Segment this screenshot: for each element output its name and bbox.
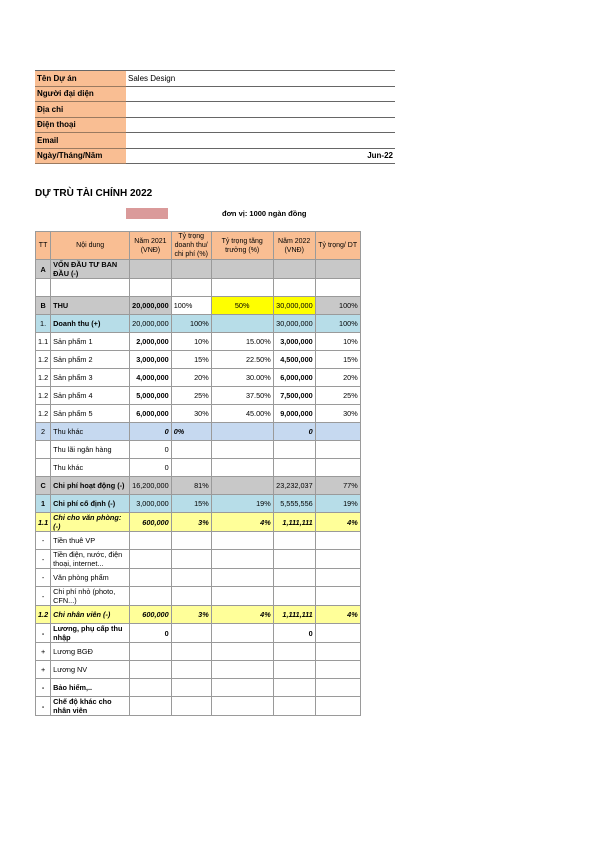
table-row bbox=[36, 532, 361, 550]
table-cell[interactable] bbox=[211, 624, 273, 643]
header-row bbox=[36, 232, 361, 260]
table-cell[interactable]: 0% bbox=[171, 423, 211, 441]
table-cell[interactable]: 23,232,037 bbox=[273, 477, 315, 495]
info-value[interactable] bbox=[126, 133, 395, 149]
table-cell[interactable] bbox=[211, 569, 273, 587]
table-cell[interactable]: A bbox=[36, 260, 51, 279]
table-cell[interactable]: 19% bbox=[211, 495, 273, 513]
table-cell[interactable] bbox=[315, 279, 360, 297]
table-cell[interactable] bbox=[130, 569, 172, 587]
header-cell: Tỷ trọng/ DT bbox=[315, 232, 360, 260]
table-cell[interactable]: 4,500,000 bbox=[273, 351, 315, 369]
table-row bbox=[36, 606, 361, 624]
table-cell[interactable]: Tiền điện, nước, điện thoại, internet... bbox=[51, 550, 130, 569]
table-cell[interactable] bbox=[273, 697, 315, 716]
table-cell[interactable]: 1.2 bbox=[36, 387, 51, 405]
table-row bbox=[36, 569, 361, 587]
table-cell[interactable]: 3% bbox=[171, 606, 211, 624]
table-cell[interactable] bbox=[130, 260, 172, 279]
table-cell[interactable] bbox=[273, 587, 315, 606]
info-row bbox=[35, 86, 395, 102]
table-cell[interactable] bbox=[315, 532, 360, 550]
table-row bbox=[36, 333, 361, 351]
unit-label: đơn vị: 1000 ngàn đồng bbox=[222, 209, 307, 218]
table-cell[interactable]: 25% bbox=[171, 387, 211, 405]
info-row bbox=[35, 117, 395, 133]
table-cell[interactable]: 81% bbox=[171, 477, 211, 495]
table-cell[interactable] bbox=[315, 423, 360, 441]
table-row bbox=[36, 459, 361, 477]
table-row bbox=[36, 405, 361, 423]
table-cell[interactable]: Thu khác bbox=[51, 459, 130, 477]
table-cell[interactable] bbox=[315, 643, 360, 661]
table-row bbox=[36, 643, 361, 661]
header-cell: Nội dung bbox=[51, 232, 130, 260]
table-cell[interactable] bbox=[130, 661, 172, 679]
table-cell[interactable]: 1.2 bbox=[36, 405, 51, 423]
table-cell[interactable]: Văn phòng phẩm bbox=[51, 569, 130, 587]
table-cell[interactable]: 4,000,000 bbox=[130, 369, 172, 387]
table-cell[interactable]: 1,111,111 bbox=[273, 513, 315, 532]
table-cell[interactable]: THU bbox=[51, 297, 130, 315]
info-row bbox=[35, 133, 395, 149]
table-cell[interactable]: 30% bbox=[315, 405, 360, 423]
table-cell[interactable] bbox=[51, 279, 130, 297]
table-cell[interactable]: Chi nhân viên (-) bbox=[51, 606, 130, 624]
table-cell[interactable] bbox=[171, 587, 211, 606]
table-cell[interactable] bbox=[315, 441, 360, 459]
table-cell[interactable] bbox=[211, 279, 273, 297]
table-cell[interactable] bbox=[273, 441, 315, 459]
table-cell[interactable] bbox=[171, 260, 211, 279]
table-row bbox=[36, 624, 361, 643]
table-cell[interactable]: 20,000,000 bbox=[130, 315, 172, 333]
table-cell[interactable] bbox=[171, 459, 211, 477]
table-row bbox=[36, 351, 361, 369]
table-cell[interactable]: - bbox=[36, 569, 51, 587]
table-row bbox=[36, 550, 361, 569]
table-cell[interactable]: 1 bbox=[36, 495, 51, 513]
table-cell[interactable]: 3,000,000 bbox=[273, 333, 315, 351]
table-cell[interactable]: 4% bbox=[211, 606, 273, 624]
table-cell[interactable]: 4% bbox=[315, 513, 360, 532]
table-cell[interactable]: 0 bbox=[273, 423, 315, 441]
table-cell[interactable]: 20% bbox=[315, 369, 360, 387]
info-value[interactable]: Jun-22 bbox=[126, 148, 395, 164]
table-cell[interactable]: - bbox=[36, 532, 51, 550]
table-cell[interactable]: 15% bbox=[171, 495, 211, 513]
table-cell[interactable]: + bbox=[36, 643, 51, 661]
table-cell[interactable]: 77% bbox=[315, 477, 360, 495]
table-cell[interactable] bbox=[171, 697, 211, 716]
table-cell[interactable]: 1.2 bbox=[36, 369, 51, 387]
table-cell[interactable]: 25% bbox=[315, 387, 360, 405]
table-cell[interactable]: Sản phẩm 4 bbox=[51, 387, 130, 405]
table-cell[interactable]: Thu lãi ngân hàng bbox=[51, 441, 130, 459]
table-row bbox=[36, 513, 361, 532]
table-cell[interactable]: Chi phí cố định (-) bbox=[51, 495, 130, 513]
table-cell[interactable]: C bbox=[36, 477, 51, 495]
table-cell[interactable] bbox=[211, 643, 273, 661]
info-label: Điện thoại bbox=[35, 117, 126, 133]
table-cell[interactable] bbox=[273, 569, 315, 587]
table-cell[interactable]: 45.00% bbox=[211, 405, 273, 423]
table-cell[interactable]: VỐN ĐẦU TƯ BAN ĐẦU (-) bbox=[51, 260, 130, 279]
info-value[interactable] bbox=[126, 117, 395, 133]
table-cell[interactable] bbox=[273, 643, 315, 661]
table-cell[interactable] bbox=[273, 661, 315, 679]
table-cell[interactable] bbox=[211, 260, 273, 279]
table-cell[interactable]: 30% bbox=[171, 405, 211, 423]
table-cell[interactable] bbox=[273, 279, 315, 297]
table-cell[interactable] bbox=[211, 315, 273, 333]
table-cell[interactable]: 1.2 bbox=[36, 606, 51, 624]
table-cell[interactable]: 100% bbox=[315, 297, 360, 315]
table-cell[interactable]: Lương BGĐ bbox=[51, 643, 130, 661]
table-cell[interactable]: 1.1 bbox=[36, 513, 51, 532]
table-cell[interactable]: Doanh thu (+) bbox=[51, 315, 130, 333]
table-row bbox=[36, 279, 361, 297]
info-label: Ngày/Tháng/Năm bbox=[35, 148, 126, 164]
table-row bbox=[36, 260, 361, 279]
table-cell[interactable]: Sản phẩm 2 bbox=[51, 351, 130, 369]
info-row bbox=[35, 102, 395, 118]
table-cell[interactable] bbox=[315, 260, 360, 279]
table-row bbox=[36, 441, 361, 459]
table-cell[interactable] bbox=[315, 661, 360, 679]
table-cell[interactable] bbox=[273, 532, 315, 550]
info-label: Email bbox=[35, 133, 126, 149]
table-cell[interactable]: 37.50% bbox=[211, 387, 273, 405]
table-cell[interactable]: 2 bbox=[36, 423, 51, 441]
table-cell[interactable]: Tiền thuê VP bbox=[51, 532, 130, 550]
table-cell[interactable] bbox=[36, 459, 51, 477]
table-row bbox=[36, 697, 361, 716]
table-cell[interactable]: B bbox=[36, 297, 51, 315]
table-cell[interactable]: 0 bbox=[130, 624, 172, 643]
table-cell[interactable]: + bbox=[36, 661, 51, 679]
table-cell[interactable]: 5,555,556 bbox=[273, 495, 315, 513]
table-row bbox=[36, 423, 361, 441]
table-cell[interactable]: Chi phí nhỏ (photo, CFN...) bbox=[51, 587, 130, 606]
table-cell[interactable] bbox=[36, 279, 51, 297]
table-cell[interactable]: 20,000,000 bbox=[130, 297, 172, 315]
table-cell[interactable]: Lương NV bbox=[51, 661, 130, 679]
table-cell[interactable] bbox=[273, 260, 315, 279]
color-swatch bbox=[126, 208, 168, 219]
table-cell[interactable] bbox=[211, 423, 273, 441]
table-cell[interactable]: - bbox=[36, 550, 51, 569]
header-cell: TT bbox=[36, 232, 51, 260]
table-row bbox=[36, 477, 361, 495]
table-cell[interactable] bbox=[211, 550, 273, 569]
info-value[interactable] bbox=[126, 86, 395, 102]
table-row bbox=[36, 587, 361, 606]
table-cell[interactable] bbox=[211, 587, 273, 606]
table-cell[interactable]: 20% bbox=[171, 369, 211, 387]
project-info-table bbox=[35, 70, 395, 164]
table-cell[interactable] bbox=[171, 441, 211, 459]
table-cell[interactable] bbox=[130, 587, 172, 606]
table-cell[interactable]: 22.50% bbox=[211, 351, 273, 369]
table-cell[interactable]: 9,000,000 bbox=[273, 405, 315, 423]
table-cell[interactable]: 15.00% bbox=[211, 333, 273, 351]
table-cell[interactable]: 1. bbox=[36, 315, 51, 333]
table-cell[interactable] bbox=[130, 532, 172, 550]
info-label: Địa chỉ bbox=[35, 102, 126, 118]
table-cell[interactable] bbox=[130, 697, 172, 716]
table-row bbox=[36, 387, 361, 405]
table-cell[interactable] bbox=[315, 679, 360, 697]
table-cell[interactable]: 0 bbox=[130, 441, 172, 459]
page-title: DỰ TRÙ TÀI CHÍNH 2022 bbox=[35, 188, 153, 199]
table-cell[interactable] bbox=[130, 643, 172, 661]
table-cell[interactable]: Lương, phụ cấp thu nhập bbox=[51, 624, 130, 643]
info-label: Người đại diện bbox=[35, 86, 126, 102]
table-row bbox=[36, 679, 361, 697]
table-cell[interactable] bbox=[171, 661, 211, 679]
table-cell[interactable] bbox=[171, 279, 211, 297]
info-row bbox=[35, 148, 395, 164]
table-cell[interactable]: 15% bbox=[315, 351, 360, 369]
table-cell[interactable] bbox=[315, 587, 360, 606]
table-cell[interactable] bbox=[315, 624, 360, 643]
table-cell[interactable]: 100% bbox=[171, 297, 211, 315]
info-value[interactable] bbox=[126, 102, 395, 118]
table-cell[interactable]: - bbox=[36, 679, 51, 697]
table-cell[interactable] bbox=[36, 441, 51, 459]
table-cell[interactable] bbox=[130, 279, 172, 297]
table-cell[interactable]: 6,000,000 bbox=[130, 405, 172, 423]
table-cell[interactable]: 1.2 bbox=[36, 351, 51, 369]
table-cell[interactable] bbox=[315, 697, 360, 716]
table-cell[interactable] bbox=[211, 532, 273, 550]
table-row bbox=[36, 297, 361, 315]
table-cell[interactable] bbox=[130, 550, 172, 569]
table-cell[interactable] bbox=[273, 459, 315, 477]
table-cell[interactable]: Sản phẩm 1 bbox=[51, 333, 130, 351]
table-cell[interactable]: 100% bbox=[171, 315, 211, 333]
table-cell[interactable]: 3% bbox=[171, 513, 211, 532]
table-cell[interactable]: 6,000,000 bbox=[273, 369, 315, 387]
table-cell[interactable] bbox=[171, 624, 211, 643]
table-row bbox=[36, 495, 361, 513]
table-cell[interactable] bbox=[315, 459, 360, 477]
table-row bbox=[36, 369, 361, 387]
header-cell: Tỷ trọng doanh thu/ chi phí (%) bbox=[171, 232, 211, 260]
table-cell[interactable]: 600,000 bbox=[130, 606, 172, 624]
header-cell: Năm 2022 (VNĐ) bbox=[273, 232, 315, 260]
table-cell[interactable]: 19% bbox=[315, 495, 360, 513]
table-cell[interactable]: 1.1 bbox=[36, 333, 51, 351]
info-label: Tên Dự án bbox=[35, 71, 126, 87]
table-cell[interactable] bbox=[130, 679, 172, 697]
table-cell[interactable] bbox=[171, 679, 211, 697]
table-cell[interactable] bbox=[171, 532, 211, 550]
table-cell[interactable] bbox=[315, 550, 360, 569]
table-cell[interactable]: 7,500,000 bbox=[273, 387, 315, 405]
header-cell: Năm 2021 (VNĐ) bbox=[130, 232, 172, 260]
table-cell[interactable]: 5,000,000 bbox=[130, 387, 172, 405]
table-cell[interactable]: 10% bbox=[315, 333, 360, 351]
table-row bbox=[36, 315, 361, 333]
table-cell[interactable] bbox=[211, 477, 273, 495]
table-cell[interactable]: Bảo hiểm,.. bbox=[51, 679, 130, 697]
table-cell[interactable]: 30,000,000 bbox=[273, 315, 315, 333]
table-cell[interactable]: 4% bbox=[211, 513, 273, 532]
table-cell[interactable]: 30.00% bbox=[211, 369, 273, 387]
table-cell[interactable] bbox=[171, 569, 211, 587]
header-cell: Tỷ trọng tăng trưởng (%) bbox=[211, 232, 273, 260]
table-cell[interactable]: 3,000,000 bbox=[130, 495, 172, 513]
table-cell[interactable]: 2,000,000 bbox=[130, 333, 172, 351]
table-cell[interactable] bbox=[171, 643, 211, 661]
info-row bbox=[35, 71, 395, 87]
table-cell[interactable]: Sản phẩm 5 bbox=[51, 405, 130, 423]
table-cell[interactable]: 0 bbox=[130, 459, 172, 477]
table-cell[interactable] bbox=[211, 441, 273, 459]
table-cell[interactable]: 30,000,000 bbox=[273, 297, 315, 315]
table-cell[interactable]: Chế độ khác cho nhân viên bbox=[51, 697, 130, 716]
table-cell[interactable] bbox=[273, 679, 315, 697]
table-cell[interactable] bbox=[171, 550, 211, 569]
table-cell[interactable]: 50% bbox=[211, 297, 273, 315]
table-cell[interactable]: 0 bbox=[130, 423, 172, 441]
table-cell[interactable]: - bbox=[36, 697, 51, 716]
table-cell[interactable]: 15% bbox=[171, 351, 211, 369]
table-cell[interactable] bbox=[211, 661, 273, 679]
table-cell[interactable] bbox=[315, 569, 360, 587]
table-cell[interactable]: Sản phẩm 3 bbox=[51, 369, 130, 387]
table-cell[interactable]: 10% bbox=[171, 333, 211, 351]
table-cell[interactable]: Chi phí hoạt động (-) bbox=[51, 477, 130, 495]
table-cell[interactable] bbox=[273, 550, 315, 569]
table-cell[interactable] bbox=[211, 679, 273, 697]
table-cell[interactable]: Chi cho văn phòng: (-) bbox=[51, 513, 130, 532]
table-cell[interactable] bbox=[211, 459, 273, 477]
info-value[interactable]: Sales Design bbox=[126, 71, 395, 87]
table-cell[interactable]: Thu khác bbox=[51, 423, 130, 441]
table-cell[interactable]: 4% bbox=[315, 606, 360, 624]
table-cell[interactable]: 1,111,111 bbox=[273, 606, 315, 624]
table-row bbox=[36, 661, 361, 679]
table-cell[interactable]: 600,000 bbox=[130, 513, 172, 532]
table-cell[interactable] bbox=[211, 697, 273, 716]
table-cell[interactable]: - bbox=[36, 624, 51, 643]
table-cell[interactable]: 16,200,000 bbox=[130, 477, 172, 495]
table-cell[interactable]: - bbox=[36, 587, 51, 606]
financial-table bbox=[35, 231, 361, 716]
table-cell[interactable]: 3,000,000 bbox=[130, 351, 172, 369]
table-cell[interactable]: 0 bbox=[273, 624, 315, 643]
table-cell[interactable]: 100% bbox=[315, 315, 360, 333]
